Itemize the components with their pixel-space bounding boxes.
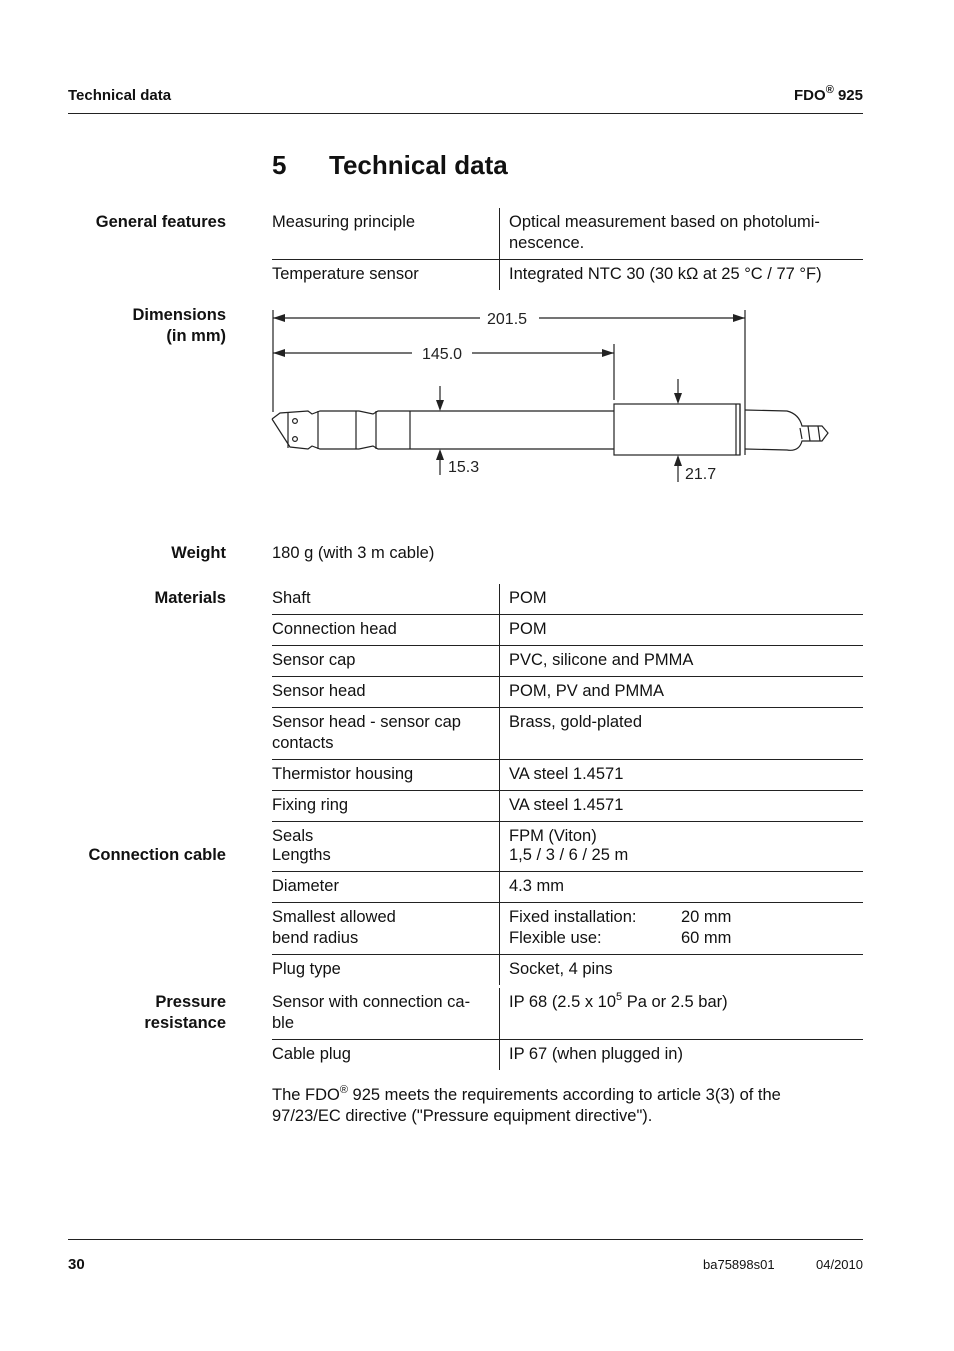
table-value: POM, PV and PMMA <box>509 682 664 700</box>
section-label-dimensions <box>132 305 226 347</box>
table-value: VA steel 1.4571 <box>509 765 624 783</box>
table-row <box>272 1039 863 1070</box>
key-line: bend radius <box>272 929 359 947</box>
bend-fixed <box>509 907 863 928</box>
chapter-number: 5 <box>272 150 287 180</box>
section-label-materials: Materials <box>154 589 226 607</box>
arrowhead <box>733 314 745 322</box>
chapter-title <box>272 150 508 181</box>
bend-label: Fixed installation: <box>509 908 637 926</box>
table-key: Plug type <box>272 955 500 985</box>
table-value: Socket, 4 pins <box>509 960 613 978</box>
table-value: Brass, gold-plated <box>509 713 642 731</box>
value-part: Pa or 2.5 bar) <box>622 993 728 1011</box>
key-line: ble <box>272 1014 295 1032</box>
table-key: Diameter <box>272 872 500 902</box>
arrowhead <box>674 455 682 466</box>
table-value: Integrated NTC 30 (30 kΩ at 25 °C / 77 °F) <box>509 265 822 283</box>
bend-label: Flexible use: <box>509 929 602 947</box>
label-line: (in mm) <box>166 327 226 345</box>
table-row <box>272 790 863 821</box>
table-key: Thermistor housing <box>272 760 500 790</box>
table-row <box>272 841 863 871</box>
weight-value: 180 g (with 3 m cable) <box>272 544 435 562</box>
table-value: 1,5 / 3 / 6 / 25 m <box>509 846 629 864</box>
bend-flexible <box>509 928 863 949</box>
table-value: FPM (Viton) <box>509 827 597 845</box>
label-line: Pressure <box>155 993 226 1011</box>
table-key <box>272 708 500 759</box>
chapter-title-text: Technical data <box>329 150 508 180</box>
section-label-weight: Weight <box>171 544 226 562</box>
key-line: contacts <box>272 734 334 752</box>
table-value: PVC, silicone and PMMA <box>509 651 694 669</box>
value-part: IP 68 (2.5 x 10 <box>509 993 617 1011</box>
probe-dimension-drawing <box>262 300 842 500</box>
table-row <box>272 871 863 902</box>
label-line: Dimensions <box>132 306 226 324</box>
probe-outline-bottom <box>272 419 614 449</box>
connection-head <box>614 404 740 455</box>
table-key: Seals <box>272 822 500 852</box>
table-row <box>272 902 863 954</box>
table-value: POM <box>509 620 547 638</box>
materials-table <box>272 584 863 852</box>
page-number: 30 <box>68 1256 85 1273</box>
running-header-left: Technical data <box>68 87 172 104</box>
dimension-label-shaft: 145.0 <box>422 346 463 363</box>
footer-rule <box>68 1239 863 1240</box>
arrowhead <box>436 449 444 460</box>
section-label-general-features: General features <box>95 213 226 231</box>
arrowhead <box>273 314 285 322</box>
arrowhead <box>602 349 614 357</box>
table-value: POM <box>509 589 547 607</box>
cable-gland <box>745 410 828 450</box>
contact-hole <box>293 419 298 424</box>
table-key: Shaft <box>272 584 500 614</box>
table-value <box>500 903 863 954</box>
note-line: 97/23/EC directive ("Pressure equipment directive"). <box>272 1107 653 1125</box>
key-line: Sensor with connection ca- <box>272 993 471 1011</box>
table-row <box>272 988 863 1039</box>
probe-outline-top <box>272 411 614 419</box>
table-key <box>272 988 500 1039</box>
table-row <box>272 584 863 614</box>
bend-value: 60 mm <box>681 929 732 947</box>
table-key: Sensor head <box>272 677 500 707</box>
table-value <box>500 988 863 1039</box>
bend-value: 20 mm <box>681 908 732 926</box>
table-value: VA steel 1.4571 <box>509 796 624 814</box>
section-label-pressure-resistance <box>144 992 226 1034</box>
table-row <box>272 954 863 985</box>
note-text: The FDO <box>272 1086 340 1104</box>
table-key: Sensor cap <box>272 646 500 676</box>
table-row <box>272 676 863 707</box>
arrowhead <box>436 400 444 411</box>
cable-lines <box>800 426 820 441</box>
key-line: Sensor head - sensor cap <box>272 713 461 731</box>
key-line: Smallest allowed <box>272 908 396 926</box>
document-id: ba75898s01 <box>703 1257 775 1272</box>
section-label-connection-cable: Connection cable <box>88 846 226 864</box>
table-key: Temperature sensor <box>272 260 500 290</box>
table-value: IP 67 (when plugged in) <box>509 1045 683 1063</box>
note-text: 925 meets the requirements according to article 3(3) of the <box>347 1086 781 1104</box>
brand: FDO <box>794 87 826 104</box>
table-key: Measuring principle <box>272 208 500 259</box>
table-key: Connection head <box>272 615 500 645</box>
table-key: Cable plug <box>272 1040 500 1070</box>
table-value <box>500 208 863 259</box>
table-row <box>272 759 863 790</box>
note-line <box>272 1085 863 1106</box>
table-row <box>272 259 863 290</box>
pressure-resistance-table <box>272 988 863 1070</box>
table-value: 4.3 mm <box>509 877 565 895</box>
general-features-table <box>272 208 863 290</box>
contact-hole <box>293 437 298 442</box>
table-key: Lengths <box>272 841 500 871</box>
registered-mark: ® <box>825 84 834 96</box>
running-header-right <box>794 84 863 104</box>
table-row <box>272 707 863 759</box>
header-rule <box>68 113 863 114</box>
connection-cable-table <box>272 841 863 985</box>
table-key <box>272 903 500 954</box>
dimension-label-head-diameter: 21.7 <box>685 466 717 483</box>
arrowhead <box>273 349 285 357</box>
table-key: Fixing ring <box>272 791 500 821</box>
dimension-label-shaft-diameter: 15.3 <box>448 459 480 476</box>
registered-mark: ® <box>339 1084 348 1096</box>
directive-note <box>272 1085 863 1127</box>
model: 925 <box>833 87 863 104</box>
value-line: nescence. <box>509 234 585 252</box>
exponent: 5 <box>616 991 623 1003</box>
table-row <box>272 614 863 645</box>
table-row <box>272 208 863 259</box>
arrowhead <box>674 393 682 404</box>
dimension-label-overall: 201.5 <box>487 311 528 328</box>
document-date: 04/2010 <box>816 1257 863 1272</box>
label-line: resistance <box>144 1014 226 1032</box>
value-line: Optical measurement based on photolumi- <box>509 213 820 231</box>
table-row <box>272 645 863 676</box>
